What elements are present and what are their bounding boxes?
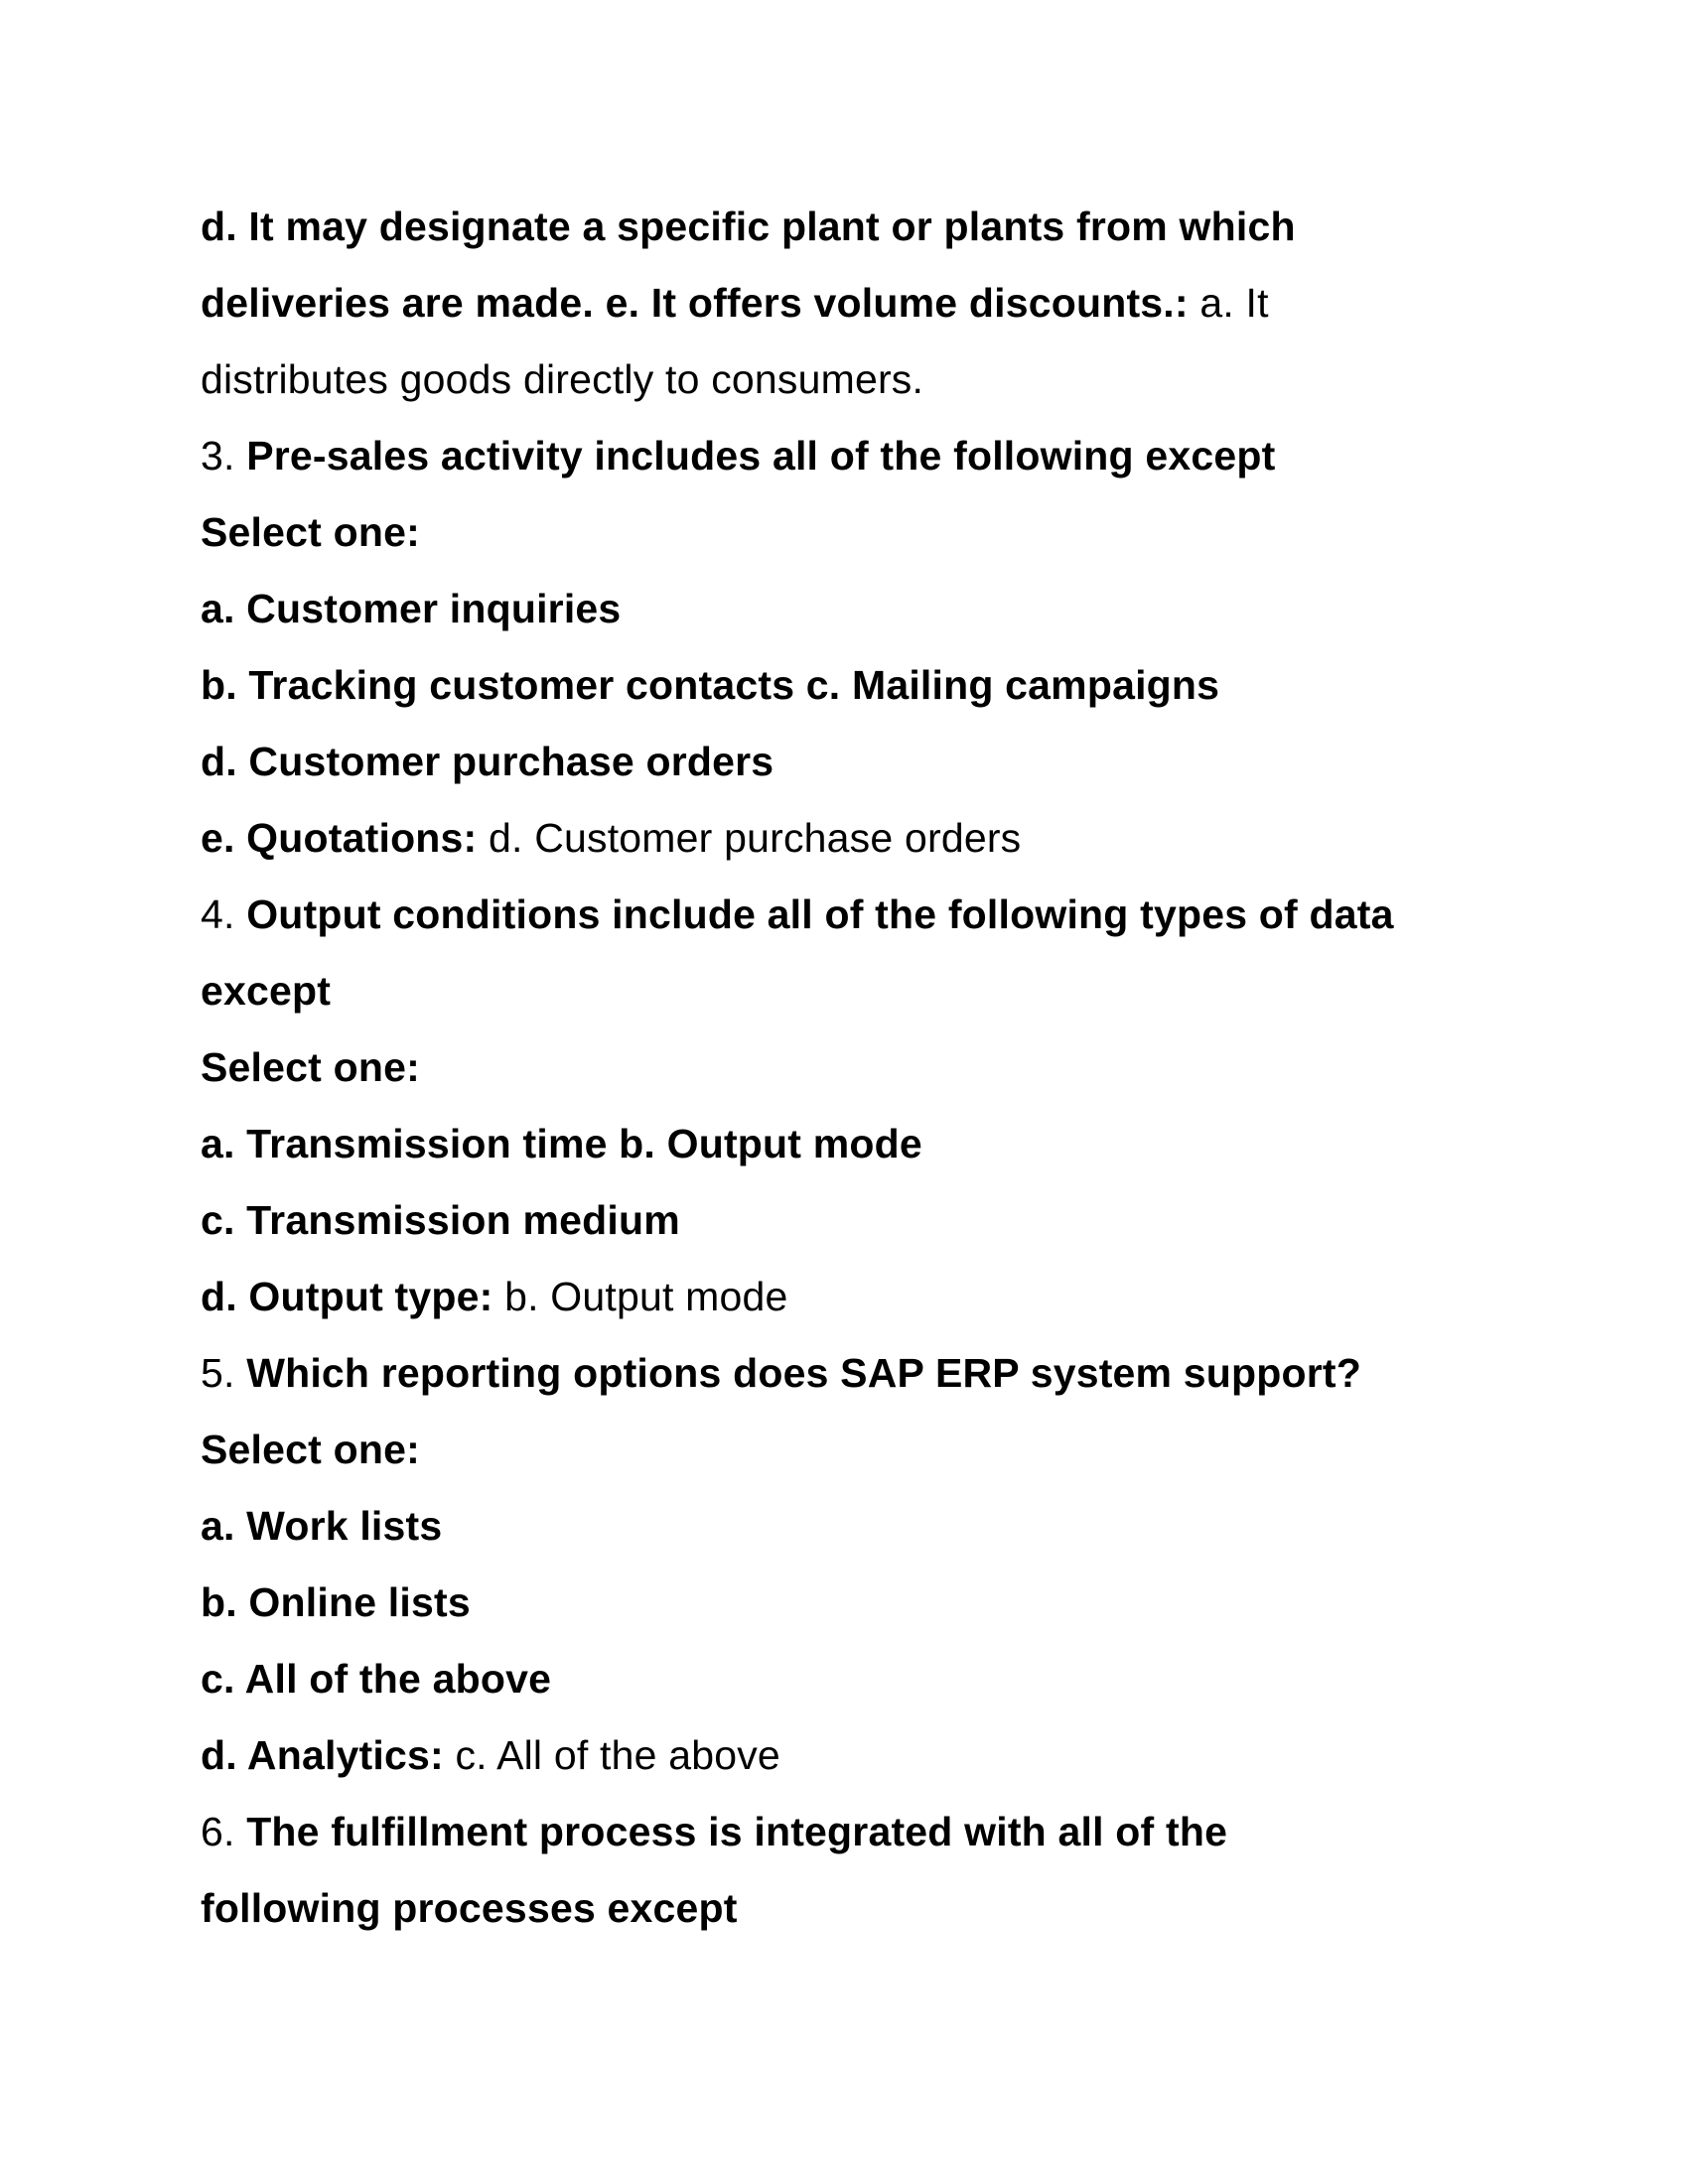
text-line: [201, 877, 1541, 953]
text-line: [201, 418, 1541, 494]
text-segment: 5.: [201, 1350, 247, 1396]
text-segment: d. It may designate a specific plant or plants from which: [201, 204, 1296, 249]
text-line: [201, 1641, 1541, 1717]
text-segment: except: [201, 968, 332, 1014]
text-line: [201, 341, 1541, 418]
text-line: [201, 953, 1541, 1029]
text-segment: d. Output type:: [201, 1274, 493, 1319]
text-line: [201, 1335, 1541, 1412]
text-line: [201, 1106, 1541, 1182]
text-segment: a. Work lists: [201, 1503, 443, 1549]
text-segment: following processes except: [201, 1885, 738, 1931]
text-segment: 3.: [201, 433, 247, 478]
text-line: [201, 1794, 1541, 1870]
text-block: [201, 189, 1541, 1947]
text-line: [201, 494, 1541, 571]
text-segment: b. Output mode: [492, 1274, 788, 1319]
text-line: [201, 1488, 1541, 1565]
text-line: [201, 571, 1541, 647]
text-segment: b. Tracking customer contacts c. Mailing campaigns: [201, 662, 1220, 708]
text-segment: c. All of the above: [201, 1656, 552, 1702]
text-segment: Output conditions include all of the following types of data: [246, 891, 1394, 937]
text-line: [201, 800, 1541, 877]
text-segment: The fulfillment process is integrated with all of the: [246, 1809, 1228, 1854]
text-line: [201, 1182, 1541, 1259]
text-segment: a. Transmission time b. Output mode: [201, 1121, 922, 1166]
text-line: [201, 1029, 1541, 1106]
text-segment: distributes goods directly to consumers.: [201, 356, 924, 402]
text-line: [201, 1870, 1541, 1947]
text-line: [201, 189, 1541, 265]
text-segment: c. All of the above: [443, 1732, 780, 1778]
text-segment: Select one:: [201, 509, 420, 555]
text-line: [201, 1259, 1541, 1335]
text-segment: b. Online lists: [201, 1579, 471, 1625]
text-segment: Which reporting options does SAP ERP system support?: [246, 1350, 1362, 1396]
text-segment: d. Analytics:: [201, 1732, 444, 1778]
text-segment: Select one:: [201, 1427, 420, 1472]
text-line: [201, 724, 1541, 800]
text-segment: a. It: [1188, 280, 1269, 326]
text-segment: e. Quotations:: [201, 815, 478, 861]
text-line: [201, 1565, 1541, 1641]
text-line: [201, 647, 1541, 724]
text-segment: 4.: [201, 891, 247, 937]
text-line: [201, 265, 1541, 341]
text-segment: c. Transmission medium: [201, 1197, 680, 1243]
text-segment: d. Customer purchase orders: [477, 815, 1022, 861]
text-segment: Pre-sales activity includes all of the following except: [246, 433, 1276, 478]
text-line: [201, 1412, 1541, 1488]
text-segment: Select one:: [201, 1044, 420, 1090]
text-segment: 6.: [201, 1809, 247, 1854]
text-line: [201, 1717, 1541, 1794]
text-segment: deliveries are made. e. It offers volume discounts.:: [201, 280, 1189, 326]
text-segment: a. Customer inquiries: [201, 586, 622, 631]
text-segment: d. Customer purchase orders: [201, 739, 774, 784]
